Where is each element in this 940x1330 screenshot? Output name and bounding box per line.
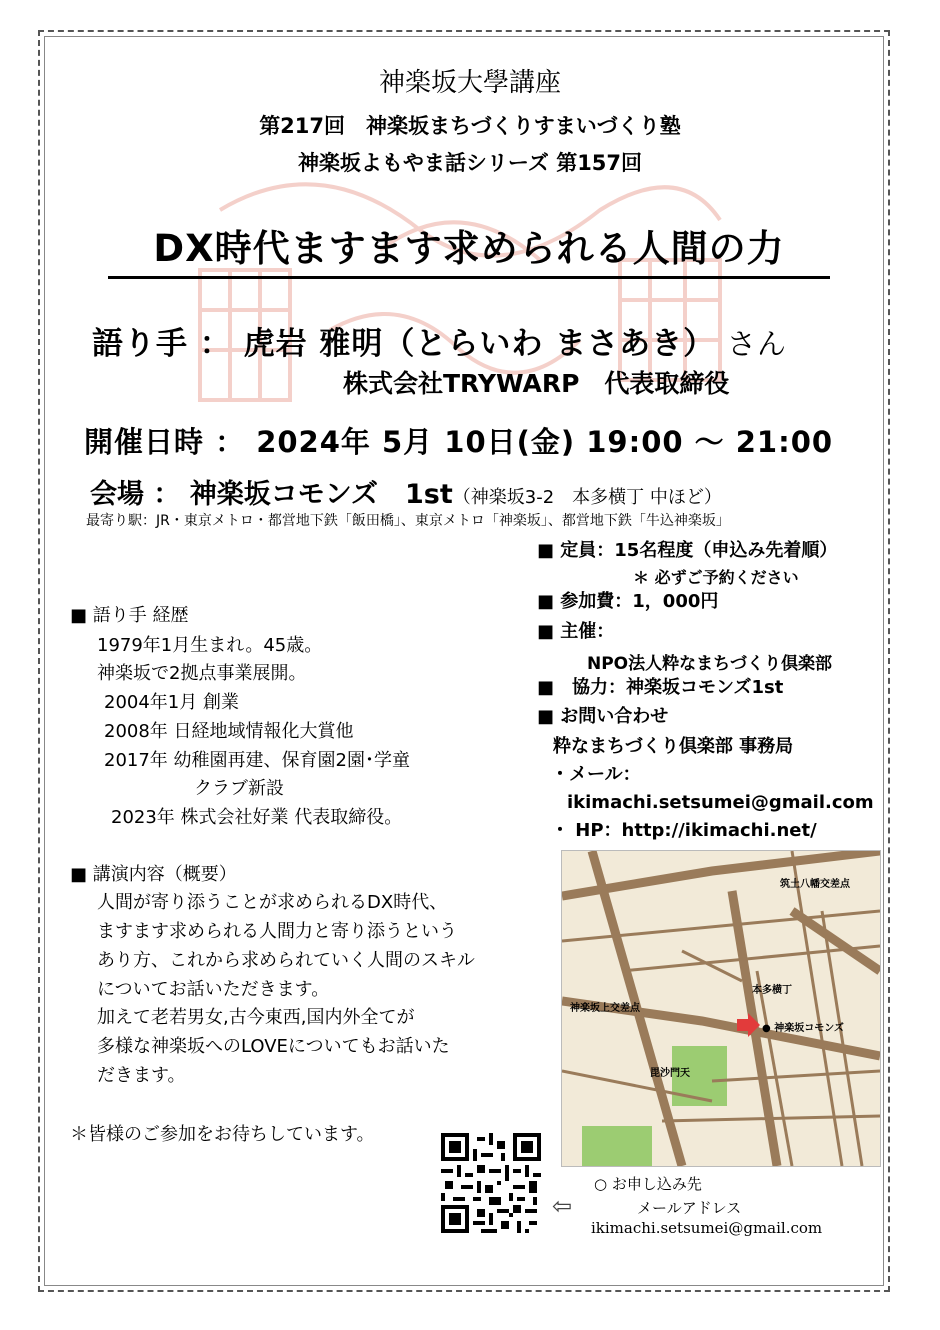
nearest-stations: 最寄り駅：JR・東京メトロ・都営地下鉄「飯田橋」、東京メトロ「神楽坂」、都営地下鉄「牛込神楽坂」 (86, 513, 730, 529)
map-label: 神楽坂上交差点 (570, 1003, 640, 1014)
contact-label: ■ お問い合わせ (537, 706, 669, 727)
talk-line: ますます求められる人間力と寄り添うという (97, 921, 457, 942)
career-line: 1979年1月生まれ。45歳。 (97, 635, 323, 656)
talk-heading: ■ 講演内容（概要） (70, 864, 237, 885)
talk-line: 人間が寄り添うことが求められるDX時代、 (97, 892, 448, 913)
career-line: 2023年 株式会社好業 代表取締役。 (111, 807, 403, 828)
speaker-name: 語り手 ： 虎岩 雅明（とらいわ まさあき） (92, 326, 716, 362)
homepage-link[interactable]: ・ HP：http://ikimachi.net/ (551, 820, 817, 841)
series-name: 神楽坂大學講座 (378, 68, 561, 98)
map-label: 本多横丁 (752, 985, 792, 996)
qr-code-icon[interactable] (441, 1133, 541, 1233)
talk-line: 加えて老若男女,古今東西,国内外全てが (97, 1007, 415, 1028)
talk-line: についてお話いただきます。 (97, 979, 330, 1000)
series-episode: 神楽坂よもやま話シリーズ 第157回 (297, 151, 643, 175)
venue-name: 会場 ： 神楽坂コモンズ 1st (90, 479, 453, 510)
talk-line: だきます。 (97, 1065, 186, 1086)
speaker-company: 株式会社TRYWARP 代表取締役 (343, 369, 730, 398)
career-line: 神楽坂で2拠点事業展開。 (97, 663, 307, 684)
career-line: 2004年1月 創業 (104, 692, 239, 713)
speaker-line (92, 318, 787, 363)
apply-email[interactable]: ikimachi.setsumei@gmail.com (591, 1219, 823, 1237)
map-label: 筑土八幡交差点 (780, 879, 850, 890)
career-heading: ■ 語り手 経歴 (70, 605, 189, 626)
session-number: 第217回 神楽坂まちづくりすまいづくり塾 (259, 114, 681, 138)
organizer: NPO法人粋なまちづくり倶楽部 (587, 654, 832, 674)
map-label: 毘沙門天 (650, 1068, 690, 1079)
contact-org: 粋なまちづくり倶楽部 事務局 (553, 736, 794, 757)
apply-email-label: メールアドレス (637, 1199, 742, 1217)
park-area (582, 1126, 652, 1166)
career-line: クラブ新設 (194, 778, 284, 799)
contact-email[interactable]: ikimachi.setsumei@gmail.com (567, 792, 874, 813)
left-arrow-icon: ⇦ (552, 1192, 573, 1220)
venue-line (90, 472, 722, 511)
apply-heading: ○ お申し込み先 (594, 1175, 702, 1193)
page-title: DX時代ますます求められる人間の力 (108, 218, 830, 279)
reservation-note: ＊ 必ずご予約ください (633, 568, 799, 587)
venue-address: （神楽坂3-2 本多横丁 中ほど） (452, 487, 722, 508)
mail-label: ・メール： (551, 764, 641, 785)
event-datetime: 開催日時 ： 2024年 5月 10日(金) 19:00 ～ 21:00 (84, 425, 834, 459)
map-label: ● 神楽坂コモンズ (762, 1023, 844, 1034)
talk-line: あり方、これから求められていく人間のスキル (97, 950, 475, 971)
capacity: ■ 定員：15名程度（申込み先着順） (537, 540, 838, 561)
organizer-label: ■ 主催： (537, 621, 615, 642)
closing-message: ＊皆様のご参加をお待ちしています。 (70, 1124, 375, 1145)
talk-line: 多様な神楽坂へのLOVEについてもお話いた (97, 1036, 450, 1057)
cooperation: ■ 協力：神楽坂コモンズ1st (537, 677, 784, 698)
career-line: 2008年 日経地域情報化大賞他 (104, 721, 354, 742)
speaker-suffix: さん (726, 327, 787, 361)
career-line: 2017年 幼稚園再建、保育園2園･学童 (104, 750, 410, 771)
venue-map (561, 850, 881, 1167)
fee: ■ 参加費：1，000円 (537, 591, 719, 612)
